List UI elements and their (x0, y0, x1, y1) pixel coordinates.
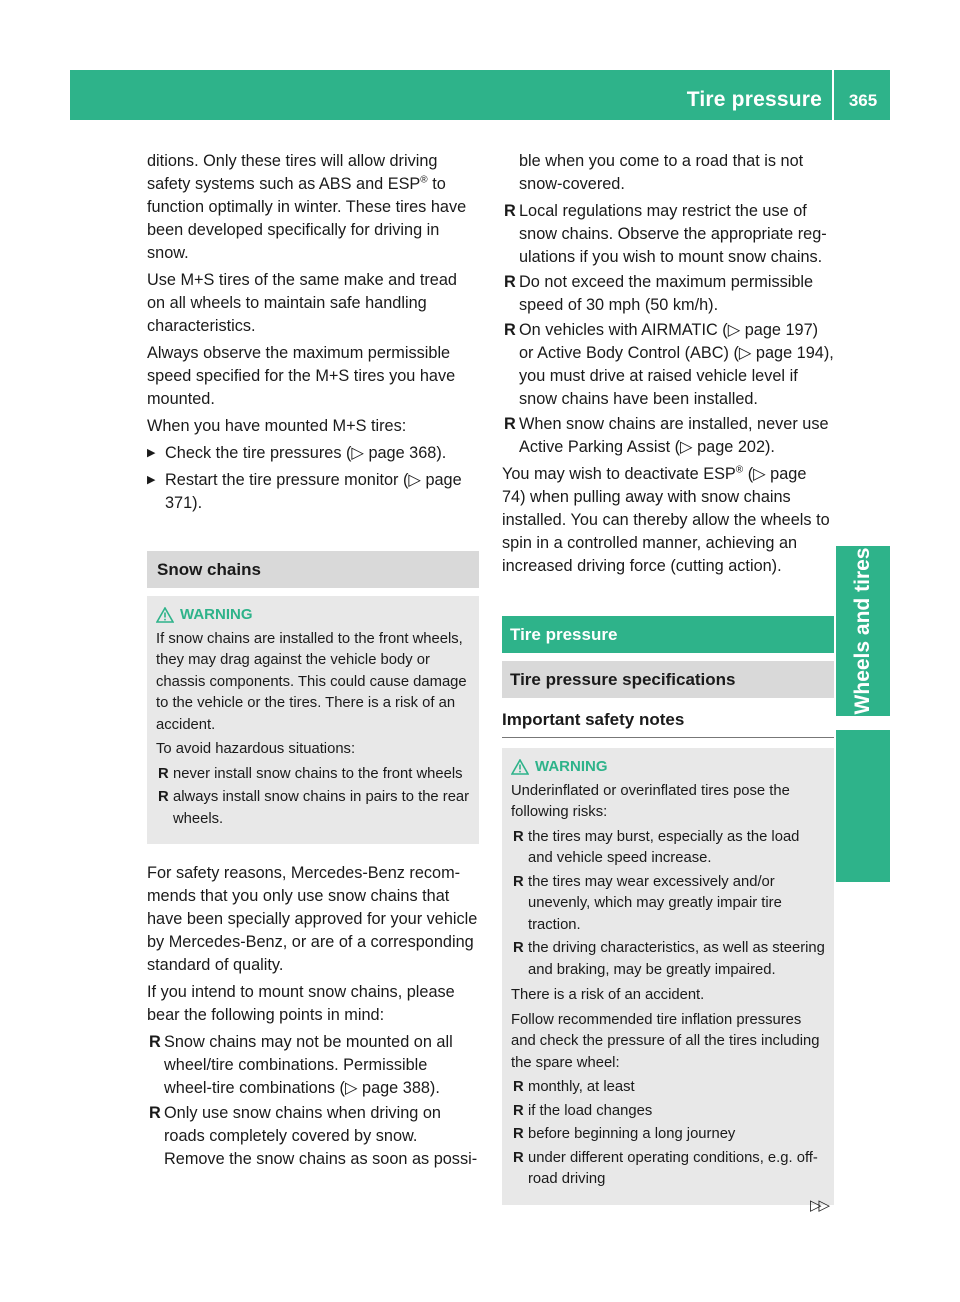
warning-text: If snow chains are installed to the front wheels, they may drag against the vehicle body or chassis components. This could cause damage to the vehicle or the tires. There is a risk of an accident. (156, 630, 467, 733)
list-item: R Only use snow chains when driving on roads completely covered by snow. Remove the snow chains as soon as possi- (149, 1104, 478, 1168)
bullet-list (502, 200, 834, 459)
side-tab-label: Wheels and tires (851, 547, 874, 715)
section-heading: Tire pressure (502, 616, 834, 653)
header-divider (832, 70, 834, 120)
left-column (147, 150, 479, 1175)
list-item: R before beginning a long journey (513, 1126, 736, 1142)
step-arrow-icon: ▶ (147, 474, 156, 486)
list-item: R never install snow chains to the front wheels (158, 765, 463, 782)
right-column (502, 150, 834, 1223)
subsection-heading: Tire pressure specifications (502, 661, 834, 698)
paragraph: Use M+S tires of the same make and tread on all wheels to maintain safe handling characteristics. (147, 271, 457, 335)
list-item: R Local regulations may restrict the use of snow chains. Observe the appropriate regulations if you wish to mount snow chains. (504, 202, 827, 266)
list-item: R the tires may wear excessively and/or unevenly, which may greatly impair tire traction. (513, 873, 782, 933)
paragraph: If you intend to mount snow chains, please bear the following points in mind: (147, 983, 455, 1024)
side-tab-marker (836, 730, 890, 882)
list-item: R Do not exceed the maximum permissible speed of 30 mph (50 km/h). (504, 273, 814, 314)
list-item: R On vehicles with AIRMATIC (▷ page 197) or Active Body Control (ABC) (▷ page 194), you must drive at raised vehicle level if snow chains have been installed. (504, 321, 834, 408)
list-item: R the tires may burst, especially as the load and vehicle speed increase. (513, 828, 800, 866)
list-item: R under different operating conditions, e.g. off-road driving (513, 1149, 818, 1187)
warning-triangle-icon (511, 759, 529, 775)
warning-list (511, 1077, 825, 1191)
warning-list (511, 827, 825, 982)
side-tab (836, 546, 890, 716)
warning-title: WARNING (156, 604, 470, 626)
warning-title: WARNING (511, 756, 825, 778)
header-title: Tire pressure (686, 88, 822, 111)
section-heading: Snow chains (147, 551, 479, 588)
instruction-step: ▶ Restart the tire pressure monitor (▷ page 371). (147, 471, 462, 512)
paragraph: ble when you come to a road that is not snow-covered. (519, 152, 804, 193)
bullet-list (147, 1031, 479, 1171)
continue-arrow-icon: ▷▷ (810, 1197, 828, 1214)
list-item: R monthly, at least (513, 1079, 635, 1095)
page-number: 365 (848, 91, 878, 110)
list-item: R When snow chains are installed, never use Active Parking Assist (▷ page 202). (504, 415, 829, 456)
warning-text: To avoid hazardous situations: (156, 741, 356, 757)
warning-box (147, 596, 479, 844)
list-item: R if the load changes (513, 1102, 653, 1119)
paragraph: When you have mounted M+S tires: (147, 417, 407, 435)
warning-list (156, 764, 470, 831)
list-item: R always install snow chains in pairs to the rear wheels. (158, 789, 470, 827)
sub-heading: Important safety notes (502, 698, 834, 738)
warning-text: Underinflated or overinflated tires pose the following risks: (511, 782, 790, 820)
page-header-bar (70, 70, 890, 120)
paragraph: You may wish to deactivate ESP® (▷ page 74) when pulling away with snow chains installed. You can thereby allow the wheels to spin in a controlled manner, achieving an increased driving force (cutting action). (502, 464, 830, 575)
warning-text: Follow recommended tire inflation pressures and check the pressure of all the tires including the spare wheel: (511, 1011, 820, 1071)
warning-triangle-icon (156, 607, 174, 623)
list-item: R the driving characteristics, as well as steering and braking, may be greatly impaired. (513, 940, 825, 978)
step-arrow-icon: ▶ (147, 447, 156, 459)
warning-text: There is a risk of an accident. (511, 987, 705, 1003)
paragraph: ditions. Only these tires will allow driving safety systems such as ABS and ESP® to function optimally in winter. These tires have been developed specifically for driving in snow. (147, 152, 467, 262)
list-item: R Snow chains may not be mounted on all wheel/tire combinations. Permissible wheel-tire combinations (▷ page 388). (149, 1033, 453, 1097)
warning-box (502, 748, 834, 1205)
instruction-step: ▶ Check the tire pressures (▷ page 368). (147, 442, 479, 465)
paragraph: For safety reasons, Mercedes-Benz recommends that you only use snow chains that have been specially approved for your vehicle by Mercedes-Benz, or are of a corresponding standard of quality. (147, 864, 478, 974)
paragraph: Always observe the maximum permissible speed specified for the M+S tires you have mounted. (147, 344, 456, 408)
